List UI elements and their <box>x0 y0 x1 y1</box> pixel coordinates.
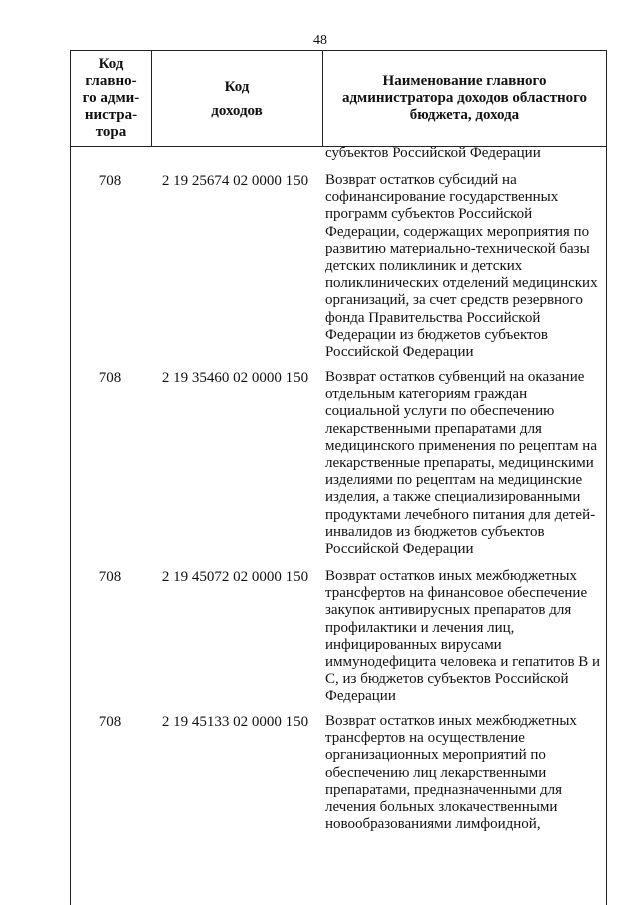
revenue-name-cell: Возврат остатков иных межбюджетных трансфертов на осуществление организационных мероприятий по обеспечению лиц лекарственными препаратами, предназначенными для лечения больных злокачественными новообразованиями лимфоидной, <box>325 713 577 833</box>
admin-code-cell: 708 <box>98 569 122 585</box>
revenue-name-cell: Возврат остатков субвенций на оказание отдельным категориям граждан социальной услуги по обеспечению лекарственными препаратами для медицинского применения по рецептам на лекарственные препараты, медицинскими изделиями по рецептам на медицинские изделия, а также специализированными продуктами лечебного питания для детей- инвалидов из бюджетов субъектов Российской Федерации <box>325 369 597 558</box>
header-revenue-code: Код доходов <box>152 51 323 146</box>
header-admin-code: Код главно- го адми- нистра- тора <box>71 51 152 146</box>
table-row <box>70 172 607 361</box>
revenue-code-cell: 2 19 45133 02 0000 150 <box>161 714 309 730</box>
table-row <box>70 568 607 706</box>
table-header <box>70 50 607 147</box>
table-row <box>70 713 607 833</box>
revenue-code-cell: 2 19 45072 02 0000 150 <box>161 569 309 585</box>
admin-code-cell: 708 <box>98 173 122 189</box>
page-number: 48 <box>313 33 327 48</box>
continuation-text: субъектов Российской Федерации <box>325 145 541 161</box>
admin-code-cell: 708 <box>98 714 122 730</box>
admin-code-cell: 708 <box>98 370 122 386</box>
revenue-code-cell: 2 19 35460 02 0000 150 <box>161 370 309 386</box>
header-revenue-name: Наименование главного администратора доходов областного бюджета, дохода <box>341 73 588 123</box>
table-row <box>70 369 607 558</box>
revenue-name-cell: Возврат остатков иных межбюджетных трансфертов на финансовое обеспечение закупок антивирусных препаратов для профилактики и лечения лиц, инфицированных вирусами иммунодефицита человека и гепатитов В и С, из бюджетов субъектов Российской Федерации <box>325 568 601 705</box>
revenue-code-cell: 2 19 25674 02 0000 150 <box>161 173 309 189</box>
revenue-name-cell: Возврат остатков субсидий на софинансирование государственных программ субъектов Российской Федерации, содержащих мероприятия по развитию материально-технической базы детских поликлиник и детских поликлинических отделений медицинских организаций, за счет средств резервного фонда Правительства Российской Федерации из бюджетов субъектов Российской Федерации <box>325 172 598 361</box>
